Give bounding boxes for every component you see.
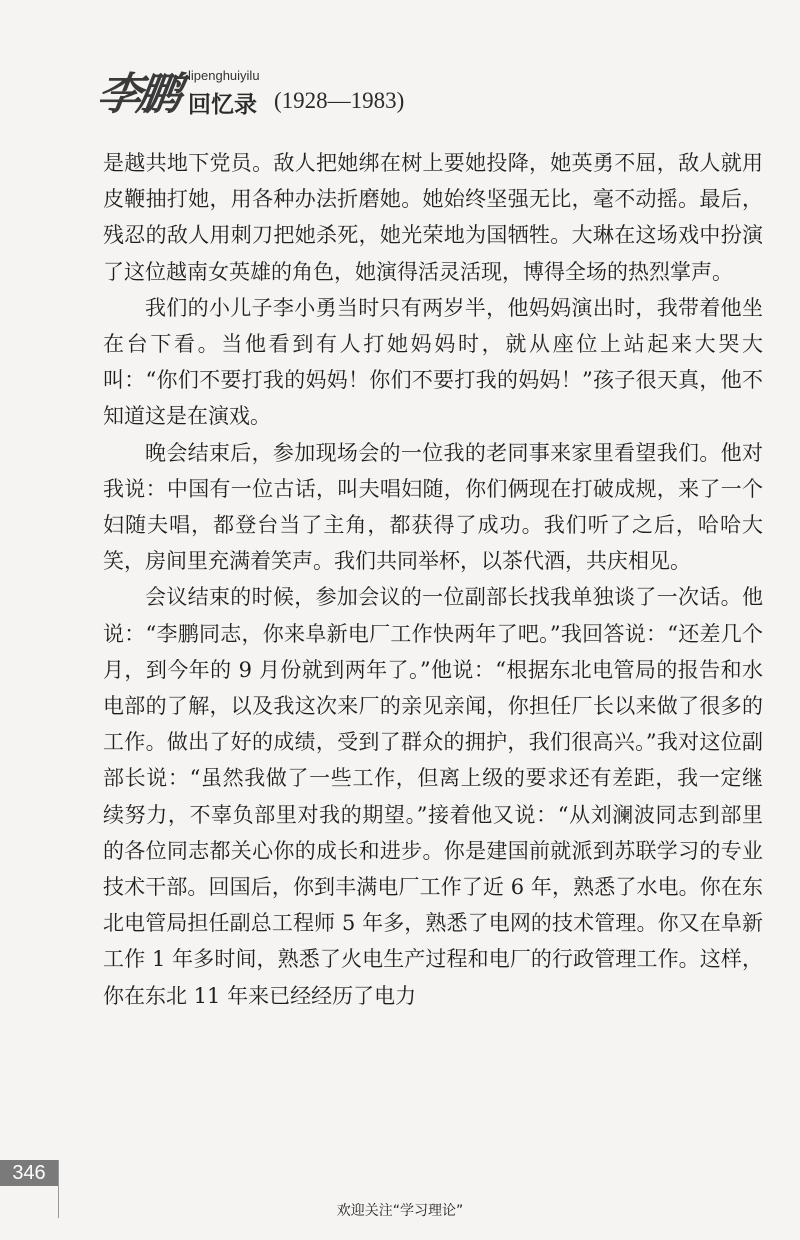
- calligraphy-name: 李鹏: [93, 69, 181, 120]
- paragraph-2: 我们的小儿子李小勇当时只有两岁半，他妈妈演出时，我带着他坐在台下看。当他看到有人打她妈妈时，就从座位上站起来大哭大叫：“你们不要打我的妈妈！你们不要打我的妈妈！”孩子很天真，他不知道这是在演戏。: [103, 295, 763, 429]
- book-years: (1928—1983): [274, 88, 405, 113]
- book-pinyin: lipenghuiyilu: [188, 68, 260, 83]
- paragraph-3: 晚会结束后，参加现场会的一位我的老同事来家里看望我们。他对我说：中国有一位古话，叫夫唱妇随，你们俩现在打破成规，来了一个妇随夫唱，都登台当了主角，都获得了成功。我们听了之后，哈哈大笑，房间里充满着笑声。我们共同举杯，以茶代酒，共庆相见。: [103, 440, 763, 574]
- footer-text: 欢迎关注“学习理论”: [336, 1203, 464, 1219]
- page-number: 346: [0, 1160, 58, 1186]
- paragraph-4: 会议结束的时候，参加会议的一位副部长找我单独谈了一次话。他说：“李鹏同志，你来阜新电厂工作快两年了吧。”我回答说：“还差几个月，到今年的 9 月份就到两年了。”他说：“根据东北电管局的报告和水电部的了解，以及我这次来厂的亲见亲闻，你担任厂长以来做了很多的工作。做出了好的成绩，受到了群众的拥护，我们很高兴。”我对这位副部长说：“虽然我做了一些工作，但离上级的要求还有差距，我一定继续努力，不辜负部里对我的期望。”接着他又说：“从刘澜波同志到部里的各位同志都关心你的成长和进步。你是建国前就派到苏联学习的专业技术干部。回国后，你到丰满电厂工作了近 6 年，熟悉了水电。你在东北电管局担任副总工程师 5 年多，熟悉了电网的技术管理。你又在阜新工作 1 年多时间，熟悉了火电生产过程和电厂的行政管理工作。这样，你在东北 11 年来已经经历了电力: [103, 585, 763, 1008]
- book-title: 回忆录: [188, 92, 257, 118]
- page-body: [103, 145, 763, 1014]
- book-header: [93, 50, 598, 120]
- paragraph-1: 是越共地下党员。敌人把她绑在树上要她投降，她英勇不屈，敌人就用皮鞭抽打她，用各种办法折磨她。她始终坚强无比，毫不动摇。最后，残忍的敌人用刺刀把她杀死，她光荣地为国牺牲。大琳在这场戏中扮演了这位越南女英雄的角色，她演得活灵活现，博得全场的热烈掌声。: [103, 151, 763, 284]
